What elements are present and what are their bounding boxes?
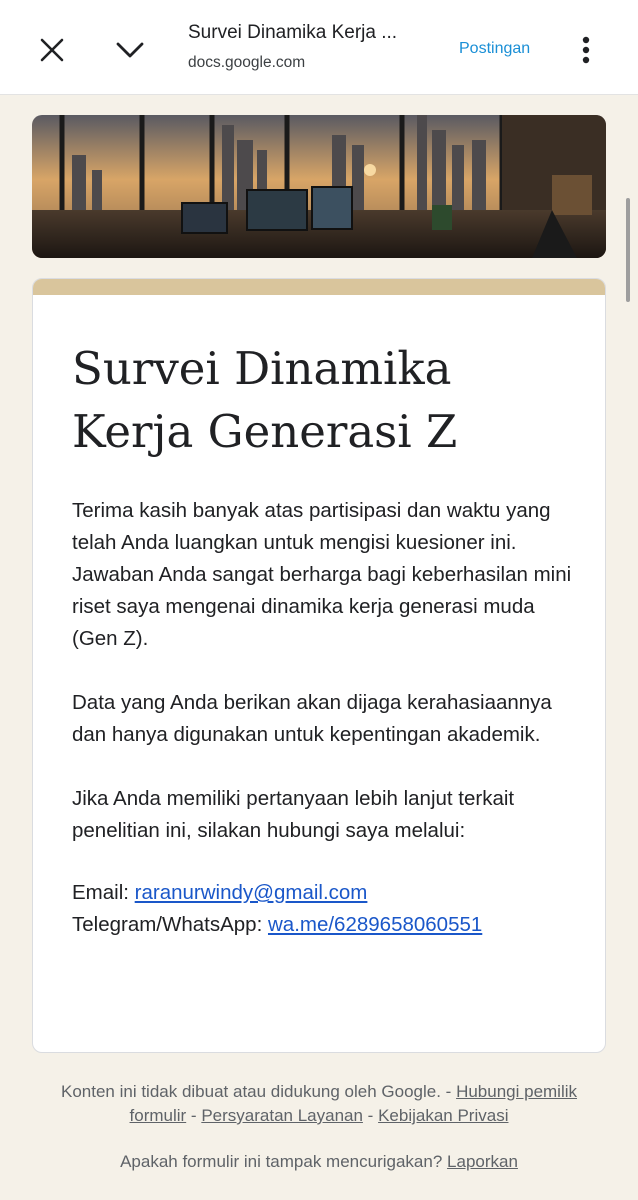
- footer-notice: [50, 1080, 588, 1128]
- header-banner-image: [32, 115, 606, 258]
- form-header-card: [32, 278, 606, 1053]
- privacy-link[interactable]: Kebijakan Privasi: [378, 1106, 509, 1125]
- report-line: [50, 1150, 588, 1174]
- footer: [50, 1080, 588, 1174]
- description-paragraph: Jika Anda memiliki pertanyaan lebih lanjut terkait penelitian ini, silakan hubungi saya melalui:: [72, 787, 515, 842]
- telegram-label: Telegram/WhatsApp:: [72, 913, 263, 936]
- email-label: Email:: [72, 881, 129, 904]
- telegram-link[interactable]: wa.me/6289658060551: [267, 913, 483, 936]
- page-title: Survei Dinamika Kerja ...: [188, 22, 398, 43]
- description-paragraph: Data yang Anda berikan akan dijaga kerahasiaannya dan hanya digunakan untuk kepentingan akademik.: [72, 691, 552, 746]
- terms-link[interactable]: Persyaratan Layanan: [201, 1106, 363, 1125]
- contact-block: [72, 877, 572, 941]
- page-domain: docs.google.com: [188, 54, 306, 71]
- card-accent-bar: [33, 279, 605, 295]
- report-link[interactable]: Laporkan: [447, 1152, 518, 1171]
- contact-owner-link[interactable]: Hubungi pemilik formulir: [129, 1082, 578, 1125]
- telegram-line: [72, 909, 572, 941]
- chevron-down-icon[interactable]: [106, 26, 154, 74]
- form-description: [72, 495, 572, 941]
- scrollbar[interactable]: [626, 198, 630, 302]
- footer-disclaimer: Konten ini tidak dibuat atau didukung oleh Google. -: [60, 1082, 452, 1101]
- email-link[interactable]: raranurwindy@gmail.com: [134, 881, 368, 904]
- more-vert-icon[interactable]: [562, 26, 610, 74]
- suspicious-text: Apakah formulir ini tampak mencurigakan?: [120, 1152, 443, 1171]
- footer-separator: -: [367, 1106, 374, 1125]
- email-line: [72, 877, 572, 909]
- form-title: Survei Dinamika Kerja Generasi Z: [72, 342, 458, 458]
- page-title-block: [188, 22, 443, 72]
- footer-separator: -: [190, 1106, 197, 1125]
- browser-topbar: [0, 0, 638, 95]
- close-icon[interactable]: [28, 26, 76, 74]
- description-paragraph: Terima kasih banyak atas partisipasi dan waktu yang telah Anda luangkan untuk mengisi kuesioner ini. Jawaban Anda sangat berharga bagi keberhasilan mini riset saya mengenai dinamika kerja generasi muda (Gen Z).: [72, 499, 572, 650]
- post-button[interactable]: Postingan: [459, 40, 531, 57]
